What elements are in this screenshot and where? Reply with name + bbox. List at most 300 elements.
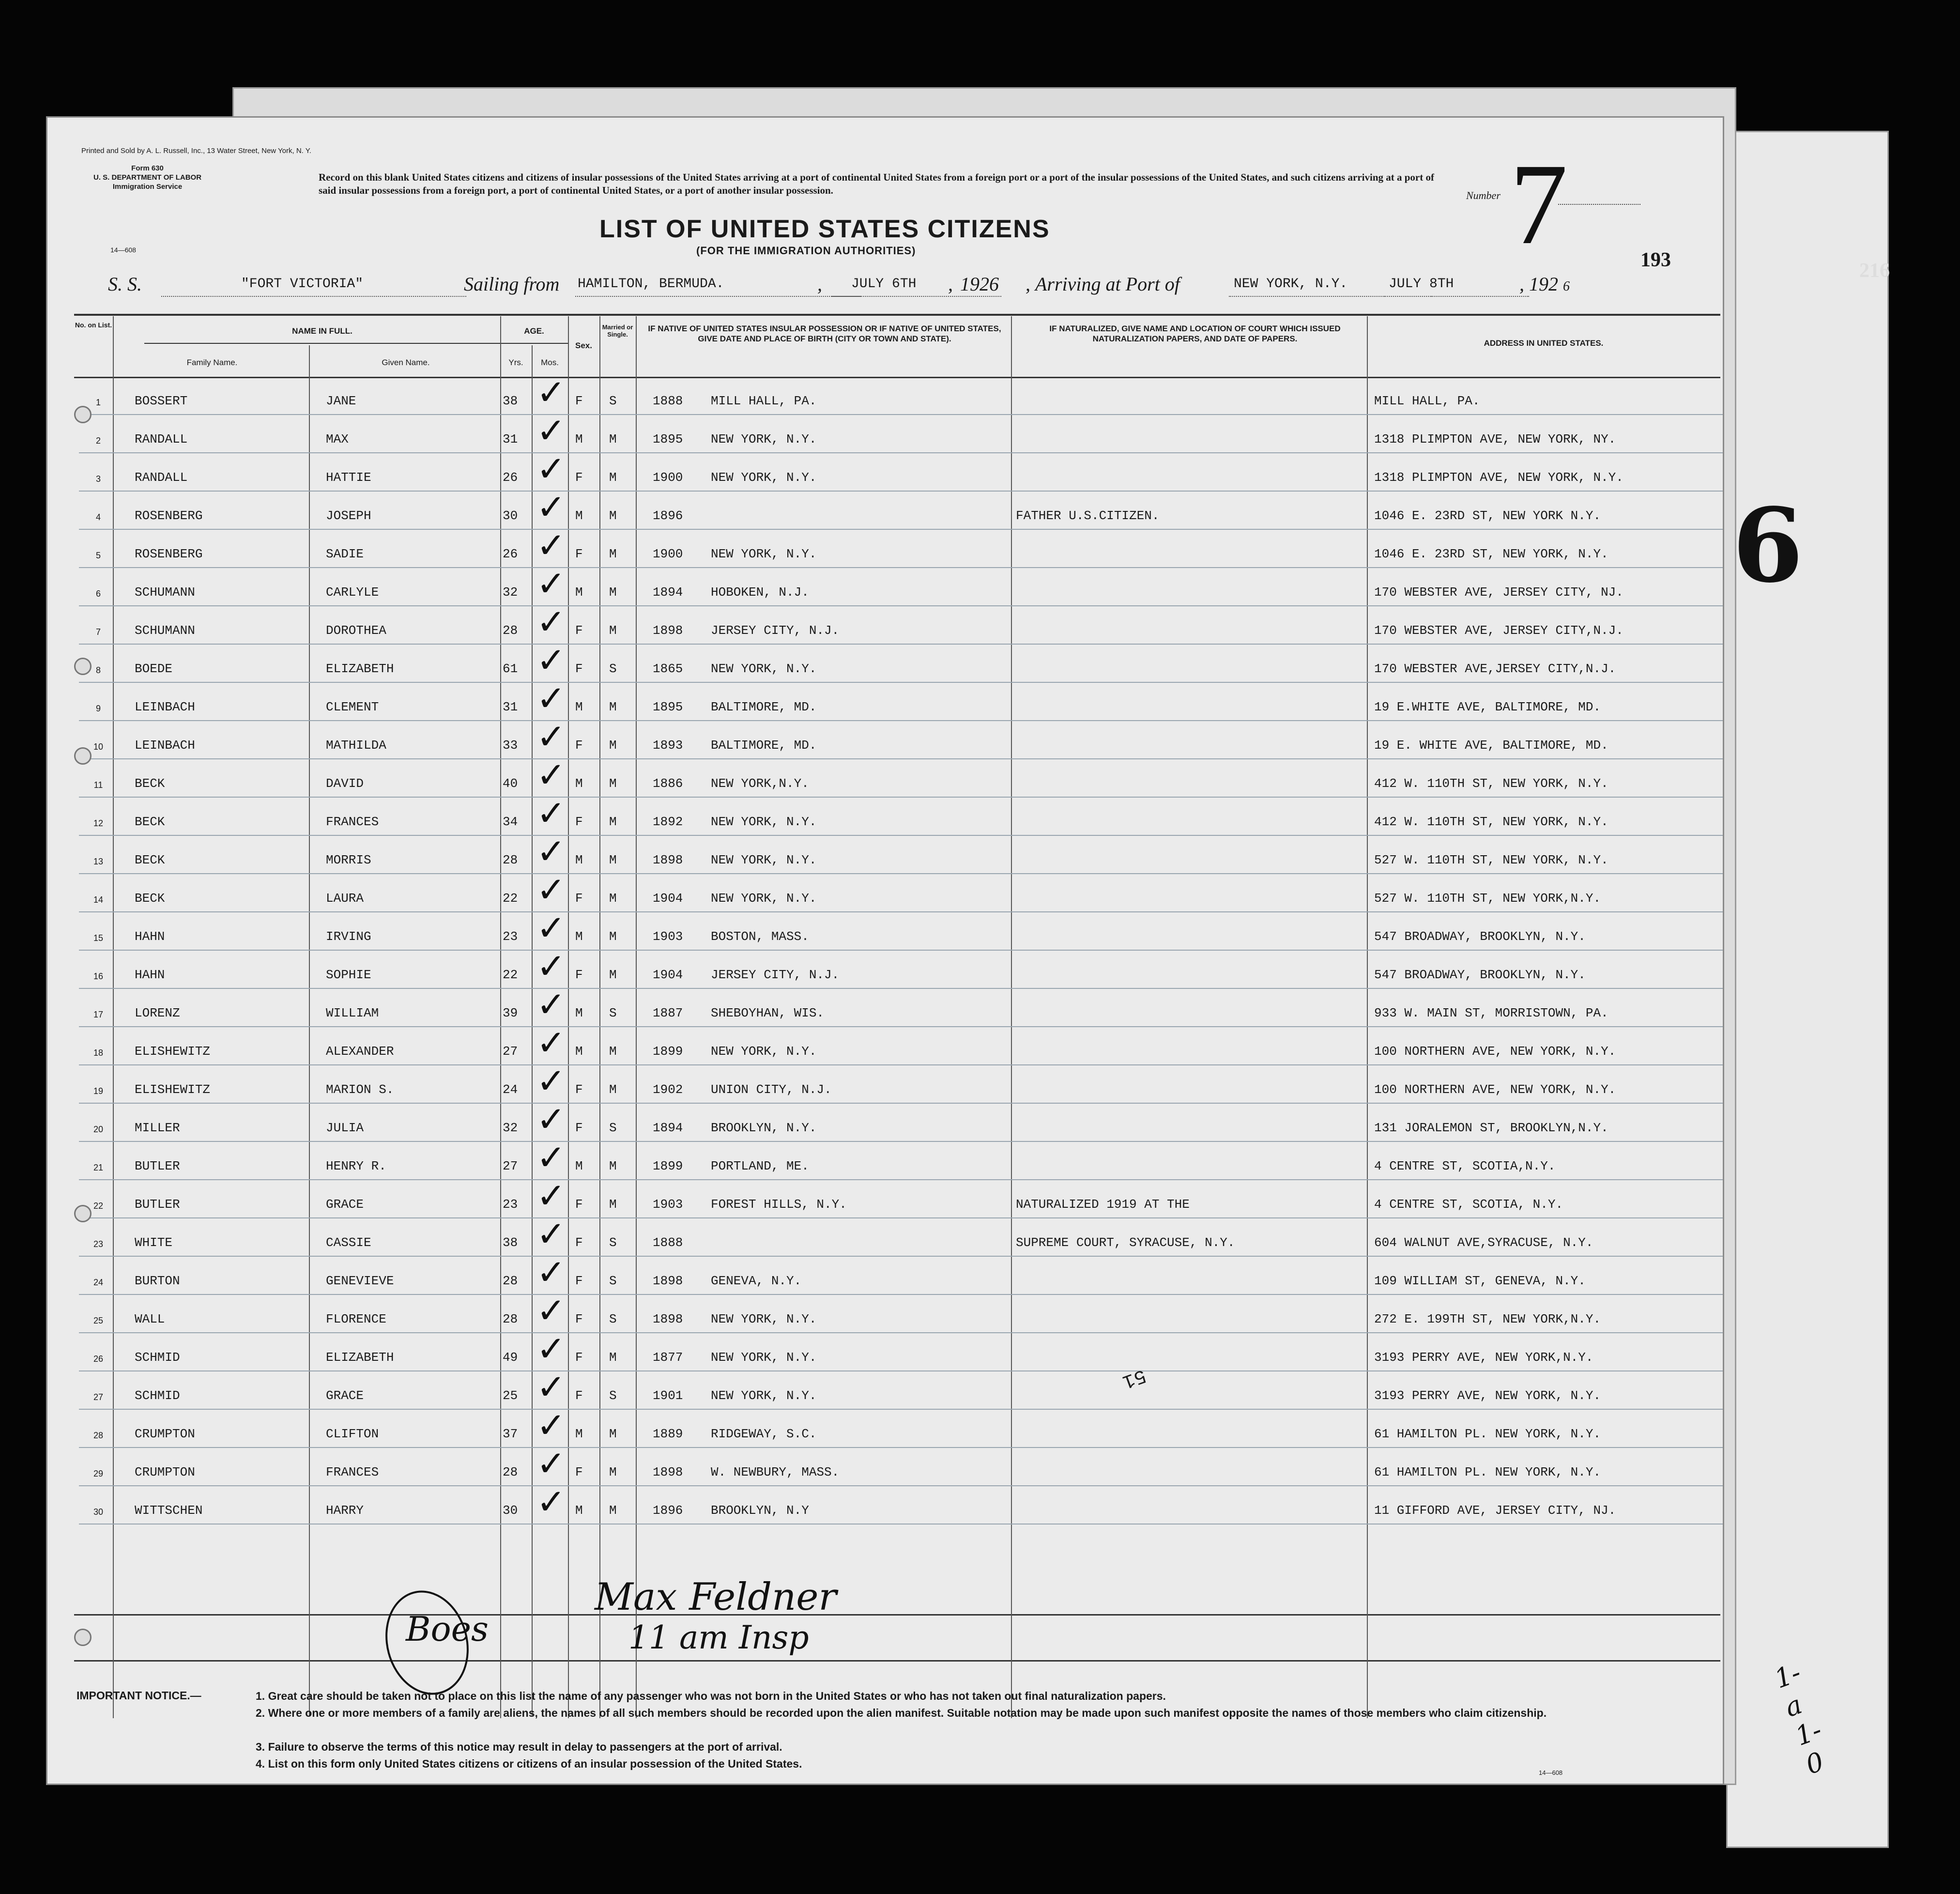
checkmark-icon: ✓ <box>536 487 566 527</box>
family-name: ROSENBERG <box>135 508 203 523</box>
given-name: DOROTHEA <box>326 623 386 638</box>
given-name: GRACE <box>326 1197 364 1212</box>
checkmark-icon: ✓ <box>536 793 566 833</box>
col-given-name: Given Name. <box>382 358 430 367</box>
given-name: FLORENCE <box>326 1312 386 1326</box>
us-address: 1318 PLIMPTON AVE, NEW YORK, N.Y. <box>1374 470 1623 485</box>
us-address: 170 WEBSTER AVE, JERSEY CITY, NJ. <box>1374 585 1623 600</box>
age-years: 24 <box>503 1082 518 1097</box>
family-name: RANDALL <box>135 470 188 485</box>
family-name: BURTON <box>135 1274 180 1288</box>
family-name: ROSENBERG <box>135 547 203 561</box>
checkmark-icon: ✓ <box>536 678 566 719</box>
family-name: BECK <box>135 815 165 829</box>
checkmark-icon: ✓ <box>536 869 566 910</box>
given-name: IRVING <box>326 929 371 944</box>
given-name: DAVID <box>326 776 364 791</box>
punch-hole <box>74 658 92 675</box>
sex: M <box>575 929 583 944</box>
marital-status: M <box>609 1465 617 1479</box>
row-number: 3 <box>95 474 101 484</box>
birth-year: 1877 <box>653 1350 683 1365</box>
given-name: JOSEPH <box>326 508 371 523</box>
given-name: HENRY R. <box>326 1159 386 1173</box>
family-name: WITTSCHEN <box>135 1503 203 1518</box>
row-rule <box>79 1064 1723 1065</box>
row-number: 19 <box>93 1086 104 1096</box>
birth-place: JERSEY CITY, N.J. <box>711 968 840 982</box>
age-years: 25 <box>503 1388 518 1403</box>
given-name: MAX <box>326 432 349 447</box>
col-no-on-list: No. on List. <box>75 321 112 329</box>
row-number: 15 <box>93 933 104 943</box>
us-address: 19 E. WHITE AVE, BALTIMORE, MD. <box>1374 738 1608 753</box>
birth-year: 1889 <box>653 1427 683 1441</box>
marital-status: S <box>609 1121 617 1135</box>
birth-year: 1888 <box>653 1235 683 1250</box>
marital-status: M <box>609 1044 617 1059</box>
marital-status: M <box>609 776 617 791</box>
printer-credit: Printed and Sold by A. L. Russell, Inc., 13 Water Street, New York, N. Y. <box>81 147 311 155</box>
us-address: 547 BROADWAY, BROOKLYN, N.Y. <box>1374 968 1586 982</box>
age-years: 31 <box>503 432 518 447</box>
row-number: 6 <box>95 589 101 599</box>
row-number: 5 <box>95 551 101 560</box>
name-subrule <box>144 343 556 344</box>
marital-status: M <box>609 623 617 638</box>
birth-year: 1895 <box>653 432 683 447</box>
marital-status: S <box>609 1274 617 1288</box>
birth-place: JERSEY CITY, N.J. <box>711 623 840 638</box>
sex: F <box>575 968 583 982</box>
marital-status: M <box>609 929 617 944</box>
us-address: 131 JORALEMON ST, BROOKLYN,N.Y. <box>1374 1121 1608 1135</box>
age-years: 30 <box>503 1503 518 1518</box>
marital-status: M <box>609 508 617 523</box>
age-years: 26 <box>503 470 518 485</box>
us-address: 412 W. 110TH ST, NEW YORK, N.Y. <box>1374 815 1608 829</box>
age-years: 27 <box>503 1044 518 1059</box>
birth-year: 1901 <box>653 1388 683 1403</box>
header-bottom-rule <box>74 377 1720 378</box>
given-name: ELIZABETH <box>326 662 394 676</box>
us-address: 272 E. 199TH ST, NEW YORK,N.Y. <box>1374 1312 1601 1326</box>
age-years: 38 <box>503 1235 518 1250</box>
col-sex: Sex. <box>575 341 592 350</box>
underlying-page <box>1726 131 1889 1848</box>
row-number: 10 <box>93 742 104 752</box>
row-rule <box>79 491 1723 492</box>
given-name: GENEVIEVE <box>326 1274 394 1288</box>
row-number: 22 <box>93 1201 104 1211</box>
family-name: BOSSERT <box>135 394 188 408</box>
us-address: 19 E.WHITE AVE, BALTIMORE, MD. <box>1374 700 1601 714</box>
punch-hole <box>74 1205 92 1222</box>
family-name: CRUMPTON <box>135 1427 195 1441</box>
family-name: SCHMID <box>135 1350 180 1365</box>
sex: M <box>575 1006 583 1020</box>
sex: F <box>575 547 583 561</box>
birth-place: NEW YORK, N.Y. <box>711 891 817 906</box>
checkmark-icon: ✓ <box>536 640 566 680</box>
birth-place: NEW YORK, N.Y. <box>711 853 817 867</box>
sex: F <box>575 1350 583 1365</box>
checkmark-icon: ✓ <box>536 1175 566 1216</box>
col-birth: IF NATIVE OF UNITED STATES INSULAR POSSESSION OR IF NATIVE OF UNITED STATES, GIVE DATE AND PLACE OF BIRTH (CITY OR TOWN AND STATE). <box>648 324 1001 343</box>
row-rule <box>79 1447 1723 1448</box>
age-years: 37 <box>503 1427 518 1441</box>
birth-place: NEW YORK, N.Y. <box>711 547 817 561</box>
marital-status: M <box>609 1082 617 1097</box>
birth-place: NEW YORK, N.Y. <box>711 1312 817 1326</box>
family-name: CRUMPTON <box>135 1465 195 1479</box>
family-name: ELISHEWITZ <box>135 1044 211 1059</box>
row-number: 30 <box>93 1507 104 1517</box>
form-subtitle: (FOR THE IMMIGRATION AUTHORITIES) <box>696 245 916 257</box>
row-number: 18 <box>93 1048 104 1058</box>
birth-place: SHEBOYHAN, WIS. <box>711 1006 825 1020</box>
col-yrs: Yrs. <box>508 358 523 367</box>
us-address: 100 NORTHERN AVE, NEW YORK, N.Y. <box>1374 1044 1616 1059</box>
sex: M <box>575 508 583 523</box>
age-years: 28 <box>503 853 518 867</box>
us-address: 412 W. 110TH ST, NEW YORK, N.Y. <box>1374 776 1608 791</box>
row-number: 2 <box>95 436 101 446</box>
birth-place: BALTIMORE, MD. <box>711 738 817 753</box>
us-address: 4 CENTRE ST, SCOTIA, N.Y. <box>1374 1197 1563 1212</box>
us-address: 1318 PLIMPTON AVE, NEW YORK, NY. <box>1374 432 1616 447</box>
row-number: 25 <box>93 1316 104 1325</box>
marital-status: S <box>609 394 617 408</box>
birth-place: GENEVA, N.Y. <box>711 1274 802 1288</box>
row-number: 20 <box>93 1124 104 1134</box>
row-rule <box>79 1294 1723 1295</box>
given-name: CARLYLE <box>326 585 379 600</box>
marital-status: M <box>609 585 617 600</box>
row-rule <box>79 529 1723 530</box>
checkmark-icon: ✓ <box>536 831 566 872</box>
notice-item-2: 2. Where one or more members of a family are aliens, the names of all such members should be recorded upon the alien manifest. Suitable notation may be made upon such manifest opposite the names of those members who claim citizenship. <box>256 1707 1547 1719</box>
marital-status: S <box>609 1006 617 1020</box>
us-address: 109 WILLIAM ST, GENEVA, N.Y. <box>1374 1274 1586 1288</box>
birth-year: 1900 <box>653 547 683 561</box>
marital-status: S <box>609 1235 617 1250</box>
row-number: 24 <box>93 1278 104 1287</box>
col-mos: Mos. <box>541 358 559 367</box>
form-code: 14—608 <box>110 246 136 254</box>
sex: F <box>575 1082 583 1097</box>
birth-place: NEW YORK, N.Y. <box>711 1350 817 1365</box>
row-number: 8 <box>95 665 101 675</box>
birth-year: 1898 <box>653 1312 683 1326</box>
family-name: MILLER <box>135 1121 180 1135</box>
tally-mark: 1-a 1-0 <box>1770 1657 1828 1781</box>
birth-place: NEW YORK, N.Y. <box>711 432 817 447</box>
form-number: Form 630 <box>131 164 164 172</box>
birth-year: 1903 <box>653 1197 683 1212</box>
inspector-signature: Max Feldner <box>595 1575 837 1619</box>
checkmark-icon: ✓ <box>536 946 566 986</box>
sex: M <box>575 700 583 714</box>
us-address: 527 W. 110TH ST, NEW YORK,N.Y. <box>1374 891 1601 906</box>
family-name: LEINBACH <box>135 700 195 714</box>
checkmark-icon: ✓ <box>536 1328 566 1369</box>
age-years: 34 <box>503 815 518 829</box>
family-name: RANDALL <box>135 432 188 447</box>
row-rule <box>79 1103 1723 1104</box>
us-address: 1046 E. 23RD ST, NEW YORK, N.Y. <box>1374 547 1608 561</box>
row-rule <box>79 950 1723 951</box>
row-number: 12 <box>93 818 104 828</box>
family-name: ELISHEWITZ <box>135 1082 211 1097</box>
sex: F <box>575 623 583 638</box>
notice-item-4: 4. List on this form only United States citizens or citizens of an insular possession of the United States. <box>256 1757 802 1770</box>
us-address: 547 BROADWAY, BROOKLYN, N.Y. <box>1374 929 1586 944</box>
sex: M <box>575 1044 583 1059</box>
birth-year: 1892 <box>653 815 683 829</box>
birth-place: NEW YORK, N.Y. <box>711 815 817 829</box>
given-name: HARRY <box>326 1503 364 1518</box>
inspector-note: 11 am Insp <box>628 1619 809 1656</box>
birth-year: 1904 <box>653 891 683 906</box>
sailing-label: Sailing from <box>464 273 560 295</box>
sex: F <box>575 1465 583 1479</box>
given-name: HATTIE <box>326 470 371 485</box>
family-name: SCHUMANN <box>135 585 195 600</box>
birth-year: 1898 <box>653 623 683 638</box>
marital-status: M <box>609 853 617 867</box>
checkmark-icon: ✓ <box>536 372 566 413</box>
row-rule <box>79 758 1723 759</box>
birth-place: NEW YORK, N.Y. <box>711 662 817 676</box>
row-rule <box>79 605 1723 606</box>
family-name: SCHUMANN <box>135 623 195 638</box>
birth-place: FOREST HILLS, N.Y. <box>711 1197 847 1212</box>
checkmark-icon: ✓ <box>536 1405 566 1446</box>
row-rule <box>79 1256 1723 1257</box>
checkmark-icon: ✓ <box>536 410 566 451</box>
naturalization: SUPREME COURT, SYRACUSE, N.Y. <box>1016 1235 1235 1250</box>
sex: M <box>575 432 583 447</box>
checkmark-icon: ✓ <box>536 601 566 642</box>
birth-year: 1903 <box>653 929 683 944</box>
row-rule <box>79 1485 1723 1486</box>
checkmark-icon: ✓ <box>536 1481 566 1522</box>
age-years: 22 <box>503 968 518 982</box>
row-number: 27 <box>93 1392 104 1402</box>
birth-place: NEW YORK, N.Y. <box>711 1388 817 1403</box>
family-name: BUTLER <box>135 1197 180 1212</box>
sex: F <box>575 1388 583 1403</box>
sex: M <box>575 1503 583 1518</box>
checkmark-icon: ✓ <box>536 1099 566 1139</box>
sex: F <box>575 662 583 676</box>
checkmark-icon: ✓ <box>536 448 566 489</box>
sex: F <box>575 1274 583 1288</box>
age-years: 28 <box>503 1274 518 1288</box>
clerk-signature: Boes <box>406 1609 489 1649</box>
table-top-rule <box>74 314 1720 316</box>
sex: F <box>575 1121 583 1135</box>
row-rule <box>79 1026 1723 1027</box>
age-years: 26 <box>503 547 518 561</box>
us-address: 933 W. MAIN ST, MORRISTOWN, PA. <box>1374 1006 1608 1020</box>
age-years: 61 <box>503 662 518 676</box>
marital-status: S <box>609 1312 617 1326</box>
birth-year: 1900 <box>653 470 683 485</box>
row-rule <box>79 873 1723 874</box>
col-married-single: Married or Single. <box>602 323 633 338</box>
us-address: 100 NORTHERN AVE, NEW YORK, N.Y. <box>1374 1082 1616 1097</box>
checkmark-icon: ✓ <box>536 908 566 948</box>
given-name: CLEMENT <box>326 700 379 714</box>
marital-status: M <box>609 968 617 982</box>
arriving-date-line <box>1384 296 1529 297</box>
checkmark-icon: ✓ <box>536 984 566 1025</box>
row-number: 29 <box>93 1469 104 1478</box>
age-years: 31 <box>503 700 518 714</box>
given-name: FRANCES <box>326 815 379 829</box>
row-rule <box>79 835 1723 836</box>
checkmark-icon: ✓ <box>536 1061 566 1101</box>
given-name: CLIFTON <box>326 1427 379 1441</box>
sex: F <box>575 1197 583 1212</box>
age-years: 22 <box>503 891 518 906</box>
row-number: 28 <box>93 1431 104 1440</box>
sailing-date-line <box>832 296 1001 297</box>
age-years: 38 <box>503 394 518 408</box>
notice-item-3: 3. Failure to observe the terms of this notice may result in delay to passengers at the port of arrival. <box>256 1740 782 1753</box>
checkmark-icon: ✓ <box>536 1252 566 1293</box>
marital-status: M <box>609 700 617 714</box>
us-address: 170 WEBSTER AVE,JERSEY CITY,N.J. <box>1374 662 1616 676</box>
family-name: BECK <box>135 853 165 867</box>
sex: M <box>575 853 583 867</box>
marital-status: M <box>609 1197 617 1212</box>
list-number: 7 <box>1510 139 1568 268</box>
age-years: 28 <box>503 1465 518 1479</box>
birth-year: 1886 <box>653 776 683 791</box>
department: U. S. DEPARTMENT OF LABOR <box>93 173 202 182</box>
age-years: 23 <box>503 1197 518 1212</box>
checkmark-icon: ✓ <box>536 1137 566 1178</box>
us-address: 11 GIFFORD AVE, JERSEY CITY, NJ. <box>1374 1503 1616 1518</box>
row-rule <box>79 988 1723 989</box>
marital-status: M <box>609 470 617 485</box>
birth-year: 1887 <box>653 1006 683 1020</box>
birth-year: 1865 <box>653 662 683 676</box>
marital-status: M <box>609 1159 617 1173</box>
row-number: 9 <box>95 704 101 713</box>
birth-place: NEW YORK, N.Y. <box>711 1044 817 1059</box>
given-name: ELIZABETH <box>326 1350 394 1365</box>
us-address: 61 HAMILTON PL. NEW YORK, N.Y. <box>1374 1465 1601 1479</box>
outer-page-number: 216 <box>1859 260 1890 282</box>
row-rule <box>79 720 1723 721</box>
sex: M <box>575 1159 583 1173</box>
family-name: SCHMID <box>135 1388 180 1403</box>
record-notice: Record on this blank United States citizens and citizens of insular possessions of the United States arriving at a port of continental United States from a foreign port or a port of the insular possessions of the United States, and such citizens arriving at a port of said insular possessions from a foreign port, a port of continental United States, or a port of another insular possession. <box>319 171 1434 196</box>
row-number: 4 <box>95 512 101 522</box>
checkmark-icon: ✓ <box>536 1290 566 1331</box>
birth-place: MILL HALL, PA. <box>711 394 817 408</box>
sex: F <box>575 1235 583 1250</box>
col-naturalized: IF NATURALIZED, GIVE NAME AND LOCATION OF COURT WHICH ISSUED NATURALIZATION PAPERS, AND DATE OF PAPERS. <box>1049 324 1341 343</box>
checkmark-icon: ✓ <box>536 563 566 604</box>
given-name: GRACE <box>326 1388 364 1403</box>
birth-year: 1898 <box>653 1274 683 1288</box>
row-number: 23 <box>93 1239 104 1249</box>
age-years: 40 <box>503 776 518 791</box>
sex: F <box>575 1312 583 1326</box>
birth-year: 1904 <box>653 968 683 982</box>
marital-status: S <box>609 662 617 676</box>
service: Immigration Service <box>112 183 183 191</box>
family-name: WHITE <box>135 1235 173 1250</box>
birth-year: 1895 <box>653 700 683 714</box>
footer-code: 14—608 <box>1539 1769 1563 1776</box>
naturalization: FATHER U.S.CITIZEN. <box>1016 508 1160 523</box>
row-rule <box>79 1409 1723 1410</box>
age-years: 23 <box>503 929 518 944</box>
birth-year: 1894 <box>653 1121 683 1135</box>
sex: F <box>575 891 583 906</box>
checkmark-icon: ✓ <box>536 755 566 795</box>
birth-place: UNION CITY, N.J. <box>711 1082 832 1097</box>
ss-label: S. S. <box>108 273 142 295</box>
given-name: CASSIE <box>326 1235 371 1250</box>
checkmark-icon: ✓ <box>536 716 566 757</box>
given-name: ALEXANDER <box>326 1044 394 1059</box>
sailing-date: JULY 6TH <box>851 277 917 292</box>
sailing-port: HAMILTON, BERMUDA. <box>578 277 724 292</box>
birth-place: BROOKLYN, N.Y. <box>711 1121 817 1135</box>
birth-year: 1896 <box>653 508 683 523</box>
marital-status: S <box>609 1388 617 1403</box>
manifest-page: Printed and Sold by A. L. Russell, Inc., 13 Water Street, New York, N. Y. Form 630 U. S. DEPARTMENT OF LABOR Immigration Service 14—608 Record on this blank United States citizens and citizens of insular possessions of the United States arriving at a port of continental United States from a foreign port or a port of the insular possessions of the United States, and such citizens arriving at a port of said insular possessions from a foreign port, a port of continental United States, or a port of another insular possession. Number 7 LIST OF UNITED STATES CITIZENS (FOR THE IMMIGRATION AUTHORITIES) 193 S. S. "FORT VICTORIA" Sailing from HAMILTON, BERMUDA. , JULY 6TH , 1926 , Arriving at Port of NEW YORK, N.Y. JULY 8TH , 192 6 No. on List. NAME IN FULL. Family Name. Given Name. AGE. Yrs. Mos. Sex. Married or Single. IF NATIVE OF UNITED STATES INSULAR POSSESSION OR IF NATIVE OF UNITED STATES, GIVE DATE AND PLACE OF BIRTH (CITY OR TOWN AND STATE). IF NATURALIZED, GIVE NAME AND LOCATION OF COURT WHICH ISSUED NATURALIZATION PAPERS, AND DATE OF PAPERS. ADDRESS IN UNITED STATES. 1 BOSSERT JANE 38 F S 1888 MILL HALL, PA. MILL HALL, PA. ✓ 2 RANDALL MAX 31 M M 1895 NEW YORK, N.Y. 1318 PLIMPTON AVE, NEW YORK, NY. ✓ 3 RANDALL HATTIE 26 F M 1900 NEW YORK, N.Y. 1318 PLIMPTON AVE, NEW YORK, N.Y. ✓ 4 ROSENBERG JOSEPH 30 M M 1896 FATHER U.S.CITIZEN. 1046 E. 23RD ST, NEW YORK N.Y. ✓ 5 ROSENBERG SADIE 26 F M 1900 NEW YORK, N.Y. 1046 E. 23RD ST, NEW YORK, N.Y. ✓ 6 SCHUMANN CARLYLE 32 M M 1894 HOBOKEN, N.J. 170 WEBSTER AVE, JERSEY CITY, NJ. ✓ 7 SCHUMANN DOROTHEA 28 F M 1898 JERSEY CITY, N.J. 170 WEBSTER AVE, JERSEY CITY,N.J. ✓ 8 BOEDE ELIZABETH 61 F S 1865 NEW YORK, N.Y. 170 WEBSTER AVE,JERSEY CITY,N.J. ✓ 9 LEINBACH CLEMENT 31 M M 1895 BALTIMORE, MD. 19 E.WHITE AVE, BALTIMORE, MD. ✓ 10 LEINBACH MATHILDA 33 F M 1893 BALTIMORE, MD. 19 E. WHITE AVE, BALTIMORE, MD. ✓ 11 BECK DAVID 40 M M 1886 NEW YORK,N.Y. 412 W. 110TH ST, NEW YORK, N.Y. ✓ 12 BECK FRANCES 34 F M 1892 NEW YORK, N.Y. 412 W. 110TH ST, NEW YORK, N.Y. ✓ 13 BECK MORRIS 28 M M 1898 NEW YORK, N.Y. 527 W. 110TH ST, NEW YORK, N.Y. ✓ 14 BECK LAURA 22 F M 1904 NEW YORK, N.Y. 527 W. 110TH ST, NEW YORK,N.Y. ✓ 15 HAHN IRVING 23 M M 1903 BOSTON, MASS. 547 BROADWAY, BROOKLYN, N.Y. ✓ 16 HAHN SOPHIE 22 F M 1904 JERSEY CITY, N.J. 547 BROADWAY, BROOKLYN, N.Y. ✓ 17 LORENZ WILLIAM 39 M S 1887 SHEBOYHAN, WIS. 933 W. MAIN ST, MORRISTOWN, PA. ✓ 18 ELISHEWITZ ALEXANDER 27 M M 1899 NEW YORK, N.Y. 100 NORTHERN AVE, NEW YORK, N.Y. ✓ 19 ELISHEWITZ MARION S. 24 F M 1902 UNION CITY, N.J. 100 NORTHERN AVE, NEW YORK, N.Y. ✓ 20 MILLER JULIA 32 F S 1894 BROOKLYN, N.Y. 131 JORALEMON ST, BROOKLYN,N.Y. ✓ 21 BUTLER HENRY R. 27 M M 1899 PORTLAND, ME. 4 CENTRE ST, SCOTIA,N.Y. ✓ 22 BUTLER GRACE 23 F M 1903 FOREST HILLS, N.Y. NATURALIZED 1919 AT THE 4 CENTRE ST, SCOTIA, N.Y. ✓ 23 WHITE CASSIE 38 F S 1888 SUPREME COURT, SYRACUSE, N.Y. 604 WALNUT AVE,SYRACUSE, N.Y. ✓ 24 BURTON GENEVIEVE 28 F S 1898 GENEVA, N.Y. 109 WILLIAM ST, GENEVA, N.Y. ✓ 25 WALL FLORENCE 28 F S 1898 NEW YORK, N.Y. 272 E. 199TH ST, NEW YORK,N.Y. ✓ 26 SCHMID ELIZABETH 49 F M 1877 NEW YORK, N.Y. 3193 PERRY AVE, NEW YORK,N.Y. ✓ 27 SCHMID GRACE 25 F S 1901 NEW YORK, N.Y. 3193 PERRY AVE, NEW YORK, N.Y. ✓ 28 CRUMPTON CLIFTON 37 M M 1889 RIDGEWAY, S.C. 61 HAMILTON PL. NEW YORK, N.Y. ✓ 29 CRUMPTON FRANCES 28 F M 1898 W. NEWBURY, MASS. 61 HAMILTON PL. NEW YORK, N.Y. ✓ 30 WITTSCHEN HARRY 30 M M 1896 BROOKLYN, N.Y 11 GIFFORD AVE, JERSEY CITY, NJ. ✓ Max Feldner Boes 11 am Insp 6 51 1-a 1-0 IMPORTANT NOTICE.— 1. Great care should be taken not to place on this list the name of any passenger who was not born in the United States or who has not taken out final naturalization papers. 2. Where one or more members of a family are aliens, the names of all such members should be recorded upon the alien manifest. Suitable notation may be made upon such manifest opposite the names of those members who claim citizenship. 3. Failure to observe the terms of this notice may result in delay to passengers at the port of arrival. 4. List on this form only United States citizens or citizens of an insular possession of the United States. 14—608 <box>46 116 1724 1785</box>
marital-status: M <box>609 1427 617 1441</box>
us-address: MILL HALL, PA. <box>1374 394 1480 408</box>
arriving-port: NEW YORK, N.Y. <box>1234 277 1348 292</box>
birth-year: 1899 <box>653 1044 683 1059</box>
given-name: MATHILDA <box>326 738 386 753</box>
row-rule <box>79 1332 1723 1333</box>
given-name: MARION S. <box>326 1082 394 1097</box>
us-address: 1046 E. 23RD ST, NEW YORK N.Y. <box>1374 508 1601 523</box>
family-name: BOEDE <box>135 662 173 676</box>
row-rule <box>79 1179 1723 1180</box>
given-name: LAURA <box>326 891 364 906</box>
ship-name-line <box>161 296 466 297</box>
sailing-year: 1926 <box>960 273 999 295</box>
family-name: BECK <box>135 891 165 906</box>
age-years: 30 <box>503 508 518 523</box>
birth-place: PORTLAND, ME. <box>711 1159 809 1173</box>
birth-year: 1898 <box>653 1465 683 1479</box>
form-info <box>93 164 201 191</box>
row-rule <box>79 1217 1723 1218</box>
family-name: BUTLER <box>135 1159 180 1173</box>
inspection-stamp: 51 <box>1119 1364 1149 1392</box>
birth-place: RIDGEWAY, S.C. <box>711 1427 817 1441</box>
row-rule <box>79 644 1723 645</box>
notice-item-1: 1. Great care should be taken not to place on this list the name of any passenger who was not born in the United States or who has not taken out final naturalization papers. <box>256 1690 1166 1702</box>
row-number: 13 <box>93 857 104 866</box>
family-name: LORENZ <box>135 1006 180 1020</box>
given-name: SOPHIE <box>326 968 371 982</box>
row-rule <box>79 1141 1723 1142</box>
checkmark-icon: ✓ <box>536 1214 566 1254</box>
